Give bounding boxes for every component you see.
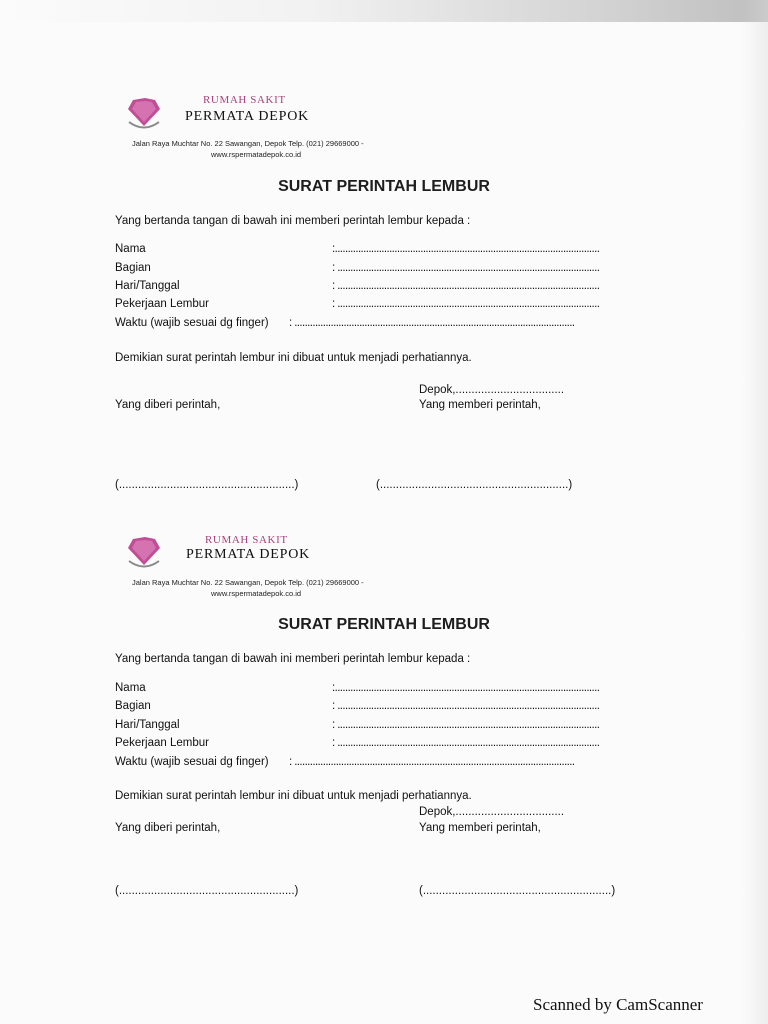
field-label-time: Waktu (wajib sesuai dg finger) xyxy=(115,756,269,768)
place-date: Depok,.................................. xyxy=(419,806,565,818)
field-value-time: : ............................................................................................................ xyxy=(289,317,575,329)
field-value-department: : ..................................................................................................... xyxy=(332,700,600,712)
field-label-name: Nama xyxy=(115,243,146,255)
field-label-department: Bagian xyxy=(115,262,151,274)
field-label-time: Waktu (wajib sesuai dg finger) xyxy=(115,317,269,329)
hospital-logo-icon xyxy=(124,533,164,573)
org-small-text: RUMAH SAKIT xyxy=(203,94,286,106)
intro-text: Yang bertanda tangan di bawah ini memberi perintah lembur kepada : xyxy=(115,653,471,665)
org-big-text: PERMATA DEPOK xyxy=(186,547,311,562)
field-label-department: Bagian xyxy=(115,700,151,712)
field-value-department: : ..................................................................................................... xyxy=(332,262,600,274)
address-line-1: Jalan Raya Muchtar No. 22 Sawangan, Depok Telp. (021) 29669000 - xyxy=(132,139,364,148)
org-small-text: RUMAH SAKIT xyxy=(205,534,288,546)
signatory-right-label: Yang memberi perintah, xyxy=(419,822,541,834)
form-title: SURAT PERINTAH LEMBUR xyxy=(278,616,490,633)
org-big-text: PERMATA DEPOK xyxy=(185,109,310,124)
signature-right-blank: (...........................................................) xyxy=(376,479,573,491)
scanner-watermark: Scanned by CamScanner xyxy=(533,995,703,1014)
signatory-right-label: Yang memberi perintah, xyxy=(419,399,541,411)
address-line-2: www.rspermatadepok.co.id xyxy=(211,589,302,598)
field-value-day-date: : ..................................................................................................... xyxy=(332,280,600,292)
field-label-day-date: Hari/Tanggal xyxy=(115,280,180,292)
field-label-name: Nama xyxy=(115,682,146,694)
field-label-overtime-work: Pekerjaan Lembur xyxy=(115,298,209,310)
place-date: Depok,.................................. xyxy=(419,384,565,396)
address-line-1: Jalan Raya Muchtar No. 22 Sawangan, Depok Telp. (021) 29669000 - xyxy=(132,578,364,587)
field-value-overtime-work: : ..................................................................................................... xyxy=(332,298,600,310)
field-value-day-date: : ..................................................................................................... xyxy=(332,719,600,731)
signature-left-blank: (.......................................................) xyxy=(115,479,299,491)
field-label-overtime-work: Pekerjaan Lembur xyxy=(115,737,209,749)
field-value-overtime-work: : ..................................................................................................... xyxy=(332,737,600,749)
field-value-name: :...................................................................................................... xyxy=(332,243,600,255)
field-label-day-date: Hari/Tanggal xyxy=(115,719,180,731)
intro-text: Yang bertanda tangan di bawah ini memberi perintah lembur kepada : xyxy=(115,215,471,227)
form-title: SURAT PERINTAH LEMBUR xyxy=(278,178,490,195)
closing-text: Demikian surat perintah lembur ini dibuat untuk menjadi perhatiannya. xyxy=(115,352,472,364)
signature-right-blank: (...........................................................) xyxy=(419,885,616,897)
field-value-name: :...................................................................................................... xyxy=(332,682,600,694)
signatory-left-label: Yang diberi perintah, xyxy=(115,399,221,411)
signature-left-blank: (.......................................................) xyxy=(115,885,299,897)
closing-text: Demikian surat perintah lembur ini dibuat untuk menjadi perhatiannya. xyxy=(115,790,472,802)
address-line-2: www.rspermatadepok.co.id xyxy=(211,150,302,159)
signatory-left-label: Yang diberi perintah, xyxy=(115,822,221,834)
field-value-time: : ............................................................................................................ xyxy=(289,756,575,768)
